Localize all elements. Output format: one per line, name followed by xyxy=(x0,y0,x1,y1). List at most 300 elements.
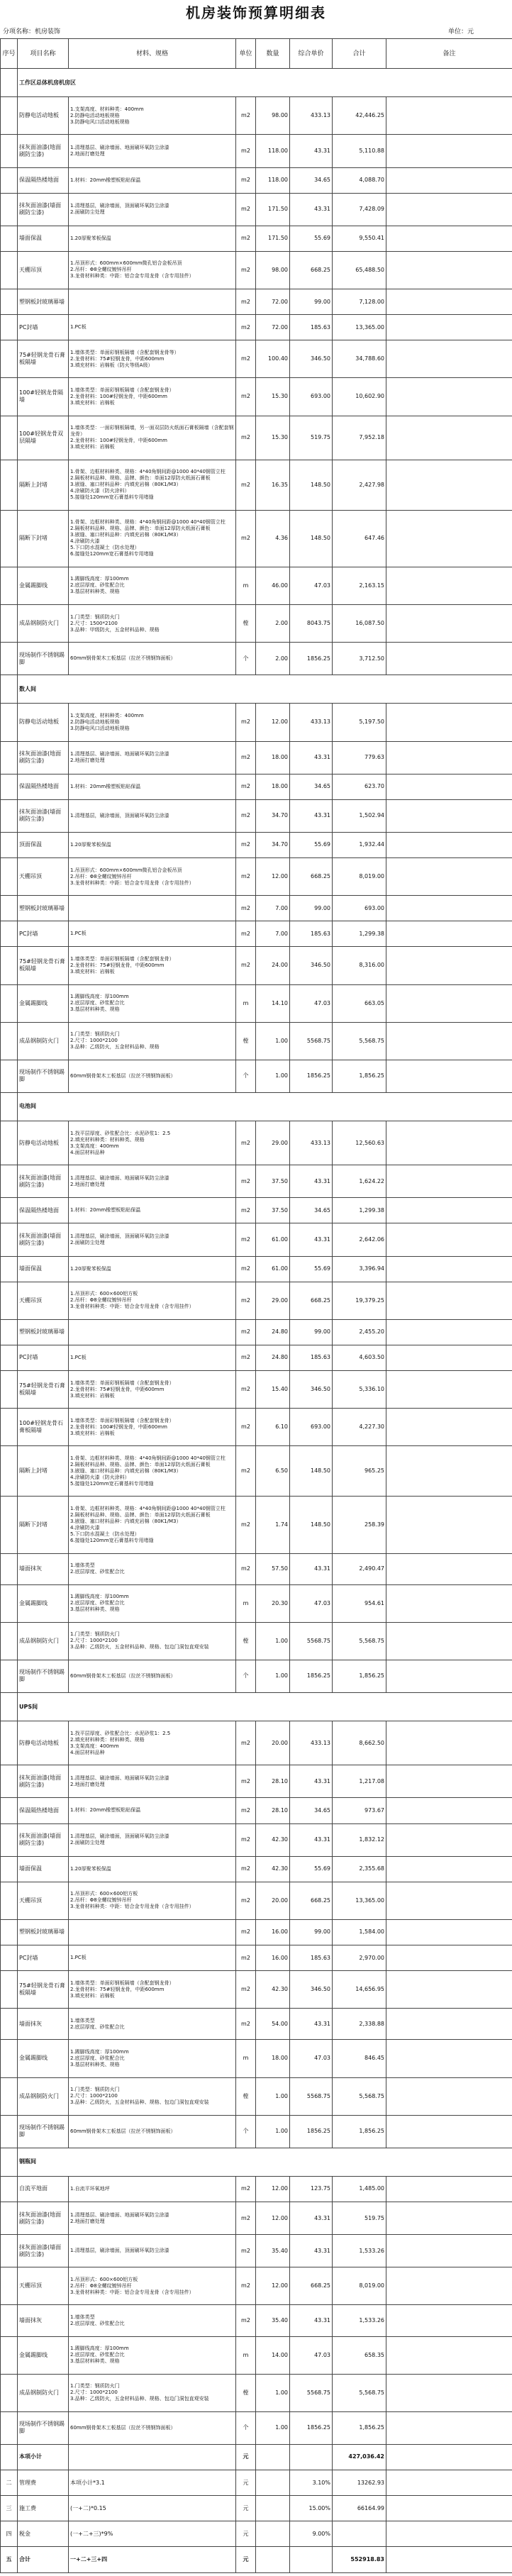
spec-cell: 1.20厚聚苯板保温 xyxy=(69,832,236,857)
note-cell xyxy=(386,1371,512,1409)
total-cell: 693.00 xyxy=(333,896,386,921)
note-cell xyxy=(386,1660,512,1692)
note-cell xyxy=(386,460,512,510)
summary-row xyxy=(1,2496,512,2521)
note-cell xyxy=(386,226,512,251)
price-cell: 3.10% xyxy=(290,2470,333,2496)
table-row xyxy=(1,1223,512,1256)
spec-cell: 1.墙体类型 2.底层厚度、砂浆配合比 xyxy=(69,2009,236,2040)
qty-cell: 171.50 xyxy=(256,193,290,226)
note-cell xyxy=(386,2496,512,2521)
total-cell: 14,656.95 xyxy=(333,1971,386,2009)
table-row xyxy=(1,340,512,378)
unit-cell: 樘 xyxy=(236,1622,256,1660)
spec-cell xyxy=(69,1319,236,1345)
spec-cell: 1.墙体类型：一面彩钢板隔墙，另一面双层防火纸面石膏板隔墙（含配套钢龙骨） 2.龙骨材料：100#轻钢龙骨，中距600mm 3.填充材料：岩棉板 xyxy=(69,416,236,460)
table-row xyxy=(1,1371,512,1409)
table-row xyxy=(1,643,512,675)
item-name-cell: 天棚吊顶 xyxy=(18,2267,69,2305)
note-cell xyxy=(386,2374,512,2411)
unit-cell: m2 xyxy=(236,1409,256,1446)
price-cell: 43.31 xyxy=(290,2009,333,2040)
table-row xyxy=(1,460,512,510)
total-cell: 5,197.50 xyxy=(333,704,386,741)
note-cell xyxy=(386,643,512,675)
table-row xyxy=(1,315,512,340)
total-cell: 8,019.00 xyxy=(333,858,386,896)
price-cell: 43.31 xyxy=(290,741,333,774)
item-name-cell: 金属踢脚线 xyxy=(18,2040,69,2077)
seq-cell xyxy=(1,2267,18,2305)
price-cell: 47.03 xyxy=(290,984,333,1022)
spec-cell xyxy=(69,1919,236,1945)
spec-cell: 1.清理基层、刷涂墙面、地面刷环氧防尘涂漆 2.地面打磨处理 xyxy=(69,741,236,774)
seq-cell xyxy=(1,416,18,460)
table-row xyxy=(1,1345,512,1370)
price-cell: 34.65 xyxy=(290,167,333,193)
section-title: 钢瓶间 xyxy=(18,2148,512,2176)
table-row xyxy=(1,1497,512,1553)
unit-cell: m2 xyxy=(236,1798,256,1823)
table-row xyxy=(1,2374,512,2411)
price-cell: 1856.25 xyxy=(290,1660,333,1692)
note-cell xyxy=(386,251,512,289)
item-name-cell: 隔断下封堵 xyxy=(18,1497,69,1553)
table-row xyxy=(1,2267,512,2305)
price-cell: 43.31 xyxy=(290,1765,333,1798)
spec-cell: 1.材料：20mm橡塑板粘贴保温 xyxy=(69,167,236,193)
table-row xyxy=(1,2202,512,2235)
item-name-cell: 现场制作不锈钢踢脚 xyxy=(18,1660,69,1692)
spec-cell: 60mm钢骨架木工板基层（拉丝不锈钢饰面板） xyxy=(69,1660,236,1692)
table-row xyxy=(1,2235,512,2267)
seq-cell xyxy=(1,1919,18,1945)
seq-cell xyxy=(1,799,18,832)
note-cell xyxy=(386,704,512,741)
total-cell: 519.75 xyxy=(333,2202,386,2235)
qty-cell: 118.00 xyxy=(256,167,290,193)
price-cell: 1856.25 xyxy=(290,2115,333,2148)
total-cell: 2,355.68 xyxy=(333,1856,386,1882)
total-cell: 1,832.12 xyxy=(333,1823,386,1856)
seq-cell xyxy=(1,340,18,378)
table-row xyxy=(1,2077,512,2115)
table-row xyxy=(1,1409,512,1446)
qty-cell: 16.00 xyxy=(256,1945,290,1971)
spec-cell: 1.门类型：钢质防火门 2.尺寸：1000*2100 3.品种：乙级防火，五金材料品种、规格、包边门洞包直观安装 xyxy=(69,1622,236,1660)
spec-cell: 1.墙体类型：单面彩钢板隔墙（含配套钢龙骨） 2.龙骨材料：75#轻钢龙骨，中距600mm 3.填充材料：岩棉板 xyxy=(69,947,236,984)
spec-cell: (一+二+三)*9% xyxy=(69,2521,236,2547)
qty-cell: 34.70 xyxy=(256,832,290,857)
total-cell: 965.25 xyxy=(333,1446,386,1497)
seq-cell xyxy=(1,1497,18,1553)
item-name-cell: 保温隔热楼地面 xyxy=(18,167,69,193)
price-cell: 185.63 xyxy=(290,1945,333,1971)
seq-cell xyxy=(1,2040,18,2077)
item-name-cell: 合计 xyxy=(18,2547,69,2572)
item-name-cell: PC封墙 xyxy=(18,1345,69,1370)
note-cell xyxy=(386,1798,512,1823)
table-row xyxy=(1,1622,512,1660)
note-cell xyxy=(386,2040,512,2077)
qty-cell: 20.30 xyxy=(256,1584,290,1622)
price-cell: 185.63 xyxy=(290,315,333,340)
total-cell: 7,128.00 xyxy=(333,289,386,315)
total-cell: 7,428.09 xyxy=(333,193,386,226)
qty-cell: 12.00 xyxy=(256,2267,290,2305)
qty-cell: 15.40 xyxy=(256,1371,290,1409)
total-cell: 1,299.38 xyxy=(333,921,386,947)
unit-cell: m2 xyxy=(236,97,256,135)
note-cell xyxy=(386,605,512,643)
item-name-cell: 75#轻钢龙骨石膏板隔墙 xyxy=(18,1971,69,2009)
section-row xyxy=(1,2148,512,2176)
unit-cell: m2 xyxy=(236,1345,256,1370)
note-cell xyxy=(386,378,512,416)
table-row xyxy=(1,774,512,799)
item-name-cell: 墙面抹灰 xyxy=(18,2009,69,2040)
item-name-cell: PC封墙 xyxy=(18,921,69,947)
spec-cell: 1.清理基层、刷涂墙面、地面刷环氧防尘涂漆 2.地面打磨处理 xyxy=(69,1165,236,1198)
qty-cell: 1.00 xyxy=(256,1660,290,1692)
qty-cell: 35.40 xyxy=(256,2305,290,2336)
seq-cell xyxy=(1,2202,18,2235)
price-cell: 148.50 xyxy=(290,510,333,567)
unit-cell: 个 xyxy=(236,1660,256,1692)
item-name-cell: 75#轻钢龙骨石膏板隔墙 xyxy=(18,947,69,984)
table-row xyxy=(1,1721,512,1765)
seq-cell xyxy=(1,510,18,567)
seq-cell xyxy=(1,1371,18,1409)
price-cell: 346.50 xyxy=(290,1971,333,2009)
total-cell: 2,490.47 xyxy=(333,1553,386,1584)
unit-label: 单位：元 xyxy=(448,28,474,35)
item-name-cell: 成品钢制防火门 xyxy=(18,2374,69,2411)
item-name-cell: 金属踢脚线 xyxy=(18,1584,69,1622)
unit-cell: 元 xyxy=(236,2444,256,2470)
note-cell xyxy=(386,1256,512,1282)
price-cell: 43.31 xyxy=(290,1165,333,1198)
seq-cell xyxy=(1,289,18,315)
note-cell xyxy=(386,2547,512,2572)
total-cell: 5,336.10 xyxy=(333,1371,386,1409)
spec-cell: 1.墙体类型：单面彩钢板隔墙（含配套钢龙骨） 2.龙骨材料：75#轻钢龙骨，中距600mm 3.填充材料：岩棉板 xyxy=(69,1371,236,1409)
total-cell: 13,365.00 xyxy=(333,315,386,340)
item-name-cell: 塑钢板封玻璃幕墙 xyxy=(18,896,69,921)
price-cell: 15.00% xyxy=(290,2496,333,2521)
seq-cell xyxy=(1,1882,18,1919)
unit-cell: m2 xyxy=(236,1765,256,1798)
qty-cell: 18.00 xyxy=(256,774,290,799)
item-name-cell: 成品钢制防火门 xyxy=(18,605,69,643)
total-cell: 973.67 xyxy=(333,1798,386,1823)
table-row xyxy=(1,741,512,774)
note-cell xyxy=(386,984,512,1022)
item-name-cell: 隔断下封堵 xyxy=(18,510,69,567)
total-cell: 4,227.30 xyxy=(333,1409,386,1446)
table-row xyxy=(1,921,512,947)
table-row xyxy=(1,2176,512,2202)
spec-cell: 1.门类型：钢质防火门 2.尺寸：1000*2100 3.品种：乙级防火，五金材料品种、规格、包边门洞包直观安装 xyxy=(69,2077,236,2115)
spec-cell: 1.吊顶形式：600×600铝方板 2.吊杆：Φ8全螺纹镀锌吊杆 3.龙骨材料种类：中距：铝合金专用龙骨（含专用挂件） xyxy=(69,1882,236,1919)
total-cell: 16,087.50 xyxy=(333,605,386,643)
qty-cell: 72.00 xyxy=(256,315,290,340)
seq-cell xyxy=(1,460,18,510)
seq-cell xyxy=(1,2009,18,2040)
note-cell xyxy=(386,2235,512,2267)
price-cell: 346.50 xyxy=(290,1371,333,1409)
price-cell: 1856.25 xyxy=(290,643,333,675)
note-cell xyxy=(386,1584,512,1622)
table-row xyxy=(1,2305,512,2336)
total-cell: 2,970.00 xyxy=(333,1945,386,1971)
price-cell: 346.50 xyxy=(290,947,333,984)
qty-cell: 57.50 xyxy=(256,1553,290,1584)
qty-cell: 16.35 xyxy=(256,460,290,510)
note-cell xyxy=(386,2176,512,2202)
spec-cell: 1.PC板 xyxy=(69,315,236,340)
qty-cell: 12.00 xyxy=(256,2176,290,2202)
unit-cell: m2 xyxy=(236,1971,256,2009)
price-cell: 99.00 xyxy=(290,1919,333,1945)
total-cell: 8,316.00 xyxy=(333,947,386,984)
page-title: 机房装饰预算明细表 xyxy=(186,4,326,21)
item-name-cell: 抹灰面油漆(地面刷防尘漆) xyxy=(18,2202,69,2235)
item-name-cell: PC封墙 xyxy=(18,315,69,340)
qty-cell: 1.00 xyxy=(256,2077,290,2115)
price-cell: 1856.25 xyxy=(290,2411,333,2444)
qty-cell: 1.00 xyxy=(256,1060,290,1092)
unit-cell: m2 xyxy=(236,251,256,289)
total-cell: 1,856.25 xyxy=(333,2115,386,2148)
price-cell: 5568.75 xyxy=(290,1622,333,1660)
qty-cell: 2.00 xyxy=(256,643,290,675)
item-name-cell: 现场制作不锈钢踢脚 xyxy=(18,643,69,675)
note-cell xyxy=(386,1622,512,1660)
note-cell xyxy=(386,1971,512,2009)
unit-cell: m2 xyxy=(236,289,256,315)
table-row xyxy=(1,1165,512,1198)
item-name-cell: 成品钢制防火门 xyxy=(18,1022,69,1060)
unit-cell: m2 xyxy=(236,1919,256,1945)
item-name-cell: 墙面保温 xyxy=(18,226,69,251)
spec-cell: 1.踢脚线高度：厚100mm 2.底层厚度、砂浆配合比 3.基层材料种类、规格 xyxy=(69,2040,236,2077)
total-cell: 2,338.88 xyxy=(333,2009,386,2040)
table-row xyxy=(1,2040,512,2077)
note-cell xyxy=(386,2336,512,2374)
unit-cell: m xyxy=(236,2040,256,2077)
spec-cell: 1.20厚聚苯板保温 xyxy=(69,1856,236,1882)
table-row xyxy=(1,1798,512,1823)
seq-cell xyxy=(1,984,18,1022)
note-cell xyxy=(386,921,512,947)
note-cell xyxy=(386,510,512,567)
total-cell: 2,427.98 xyxy=(333,460,386,510)
seq-cell xyxy=(1,226,18,251)
note-cell xyxy=(386,1223,512,1256)
price-cell: 1856.25 xyxy=(290,1060,333,1092)
unit-cell: m xyxy=(236,984,256,1022)
seq-cell xyxy=(1,704,18,741)
item-name-cell: 100#轻钢龙骨石膏板隔墙 xyxy=(18,1409,69,1446)
table-row xyxy=(1,1765,512,1798)
price-cell: 148.50 xyxy=(290,1446,333,1497)
table-row xyxy=(1,858,512,896)
summary-row xyxy=(1,2444,512,2470)
unit-cell: m2 xyxy=(236,799,256,832)
spec-cell: 1.清理基层，刷涂墙面，顶面刷环氧防尘涂漆 2.面刷防尘处理 xyxy=(69,1823,236,1856)
table-row xyxy=(1,97,512,135)
item-name-cell: 金属踢脚线 xyxy=(18,567,69,604)
section-title: 数人间 xyxy=(18,675,512,704)
seq-cell xyxy=(1,251,18,289)
spec-cell: 1.20厚聚苯板保温 xyxy=(69,1256,236,1282)
price-cell: 55.69 xyxy=(290,832,333,857)
item-name-cell: 顶面保温 xyxy=(18,832,69,857)
item-name-cell: 防静电活动地板 xyxy=(18,97,69,135)
seq-cell xyxy=(1,2444,18,2470)
price-cell: 47.03 xyxy=(290,2040,333,2077)
price-cell xyxy=(290,2547,333,2572)
spec-cell: 1.PC板 xyxy=(69,1945,236,1971)
seq-cell xyxy=(1,1584,18,1622)
note-cell xyxy=(386,1121,512,1165)
unit-cell: m2 xyxy=(236,858,256,896)
qty-cell: 1.00 xyxy=(256,2374,290,2411)
total-cell: 8,662.50 xyxy=(333,1721,386,1765)
total-cell: 2,455.20 xyxy=(333,1319,386,1345)
section-title: UPS间 xyxy=(18,1693,512,1721)
unit-cell: m2 xyxy=(236,1882,256,1919)
spec-cell: 1.清理基层，刷涂墙面，顶面刷环氧防尘涂漆 xyxy=(69,2235,236,2267)
total-cell: 1,856.25 xyxy=(333,1060,386,1092)
qty-cell: 20.00 xyxy=(256,1882,290,1919)
item-name-cell: 100#轻钢龙骨隔墙 xyxy=(18,378,69,416)
unit-cell: m2 xyxy=(236,774,256,799)
unit-cell: m2 xyxy=(236,832,256,857)
item-name-cell: 现场制作不锈钢踢脚 xyxy=(18,2411,69,2444)
table-row xyxy=(1,896,512,921)
table-row xyxy=(1,378,512,416)
qty-cell: 29.00 xyxy=(256,1282,290,1319)
item-name-cell: 墙面抹灰 xyxy=(18,1553,69,1584)
unit-cell: m2 xyxy=(236,378,256,416)
price-cell: 433.13 xyxy=(290,704,333,741)
spec-cell: 1.门类型：钢质防火门 2.尺寸：1000*2100 3.品种：乙级防火，五金材料品种、规格 xyxy=(69,1022,236,1060)
seq-cell xyxy=(1,1165,18,1198)
note-cell xyxy=(386,1823,512,1856)
spec-cell: 1.20厚聚苯板保温 xyxy=(69,226,236,251)
total-cell: 12,560.63 xyxy=(333,1121,386,1165)
total-cell: 5,568.75 xyxy=(333,1022,386,1060)
note-cell xyxy=(386,2077,512,2115)
qty-cell: 6.10 xyxy=(256,1409,290,1446)
qty-cell: 1.00 xyxy=(256,2411,290,2444)
table-row xyxy=(1,2115,512,2148)
spec-cell: 一+二+三+四 xyxy=(69,2547,236,2572)
note-cell xyxy=(386,2115,512,2148)
price-cell: 433.13 xyxy=(290,1721,333,1765)
table-row xyxy=(1,416,512,460)
note-cell xyxy=(386,947,512,984)
note-cell xyxy=(386,97,512,135)
table-row xyxy=(1,251,512,289)
note-cell xyxy=(386,1345,512,1370)
spec-cell: 60mm钢骨架木工板基层（拉丝不锈钢饰面板） xyxy=(69,643,236,675)
item-name-cell: 100#轻钢龙骨双层隔墙 xyxy=(18,416,69,460)
section-row xyxy=(1,1092,512,1121)
qty-cell: 46.00 xyxy=(256,567,290,604)
qty-cell: 24.80 xyxy=(256,1345,290,1370)
spec-cell: 1.踢脚线高度：厚100mm 2.底层厚度、砂浆配合比 3.基层材料种类、规格 xyxy=(69,984,236,1022)
seq-cell xyxy=(1,69,18,97)
seq-cell xyxy=(1,1319,18,1345)
qty-cell: 35.40 xyxy=(256,2235,290,2267)
price-cell: 5568.75 xyxy=(290,1022,333,1060)
price-cell: 668.25 xyxy=(290,858,333,896)
seq-cell: 二 xyxy=(1,2470,18,2496)
spec-cell: 1.清理基层、刷涂墙面、地面刷环氧防尘涂漆 2.地面打磨处理 xyxy=(69,1765,236,1798)
price-cell: 5568.75 xyxy=(290,2374,333,2411)
item-name-cell: 天棚吊顶 xyxy=(18,1882,69,1919)
note-cell xyxy=(386,2521,512,2547)
qty-cell: 15.30 xyxy=(256,416,290,460)
note-cell xyxy=(386,135,512,167)
qty-cell: 98.00 xyxy=(256,97,290,135)
item-name-cell: 抹灰面油漆(墙面刷防尘漆) xyxy=(18,2235,69,2267)
price-cell: 43.31 xyxy=(290,2202,333,2235)
item-name-cell: 隔断上封堵 xyxy=(18,460,69,510)
item-name-cell: PC封墙 xyxy=(18,1945,69,1971)
spec-cell xyxy=(69,289,236,315)
seq-cell xyxy=(1,858,18,896)
unit-cell: 个 xyxy=(236,1060,256,1092)
unit-cell: m2 xyxy=(236,226,256,251)
qty-cell: 171.50 xyxy=(256,226,290,251)
spec-cell: 1.清理基层、刷涂墙面、地面刷环氧防尘涂漆 2.地面打磨处理 xyxy=(69,2202,236,2235)
unit-cell: m2 xyxy=(236,2267,256,2305)
item-name-cell: 本项小计 xyxy=(18,2444,69,2470)
qty-cell: 2.00 xyxy=(256,605,290,643)
section-row xyxy=(1,69,512,97)
seq-cell xyxy=(1,1945,18,1971)
unit-cell: m2 xyxy=(236,193,256,226)
table-row xyxy=(1,1584,512,1622)
price-cell: 55.69 xyxy=(290,1856,333,1882)
seq-cell xyxy=(1,896,18,921)
note-cell xyxy=(386,167,512,193)
seq-cell xyxy=(1,774,18,799)
seq-cell xyxy=(1,643,18,675)
note-cell xyxy=(386,2202,512,2235)
spec-cell: 1.踢脚线高度：厚100mm 2.底层厚度、砂浆配合比 3.基层材料种类、规格 xyxy=(69,1584,236,1622)
spec-cell: 1.墙体类型 2.底层厚度、砂浆配合比 xyxy=(69,1553,236,1584)
unit-cell: m2 xyxy=(236,947,256,984)
seq-cell xyxy=(1,1971,18,2009)
total-cell: 552918.83 xyxy=(333,2547,386,2572)
unit-cell: m2 xyxy=(236,1256,256,1282)
price-cell: 148.50 xyxy=(290,460,333,510)
note-cell xyxy=(386,2009,512,2040)
note-cell xyxy=(386,1497,512,1553)
total-cell: 1,856.25 xyxy=(333,2411,386,2444)
seq-cell xyxy=(1,1022,18,1060)
note-cell xyxy=(386,1553,512,1584)
seq-cell xyxy=(1,741,18,774)
item-name-cell: 塑钢板封玻璃幕墙 xyxy=(18,1319,69,1345)
unit-cell: m2 xyxy=(236,1121,256,1165)
note-cell xyxy=(386,1319,512,1345)
